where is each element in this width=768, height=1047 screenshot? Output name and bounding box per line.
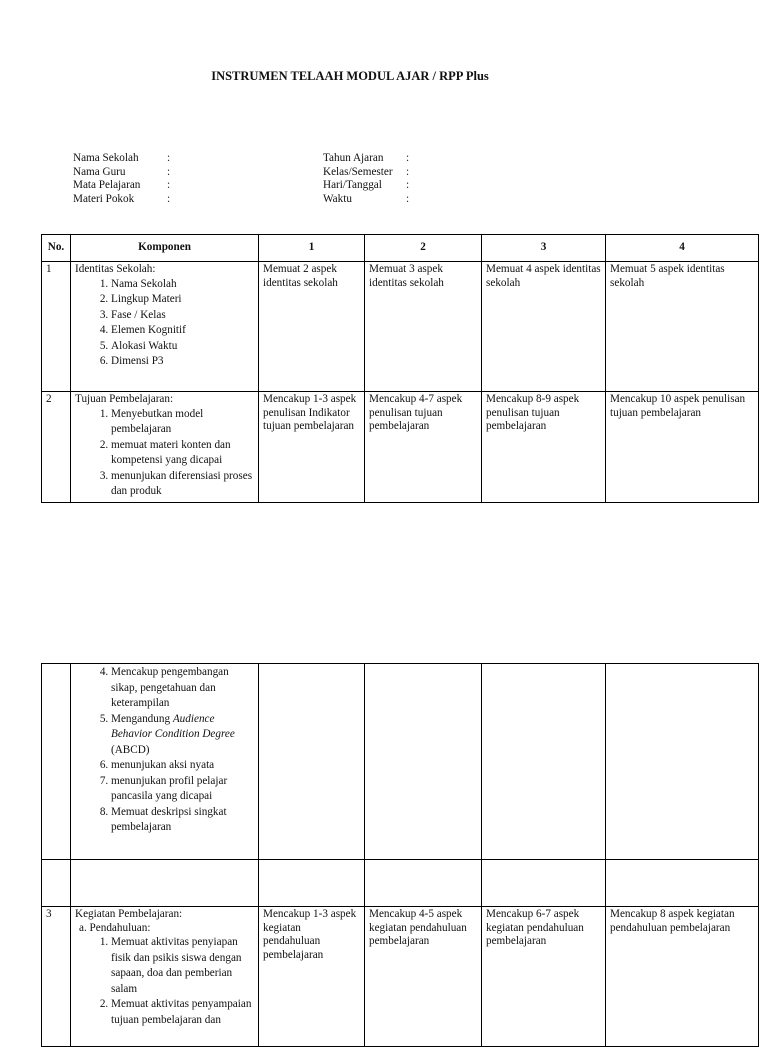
component-cell: [71, 860, 259, 907]
component-cell: [71, 262, 259, 392]
row-number: 1: [42, 262, 71, 392]
score-2-cell: [365, 860, 482, 907]
score-4-cell: Mencakup 8 aspek kegiatan pendahuluan pembelajaran: [606, 907, 759, 1047]
component-heading: Tujuan Pembelajaran:: [75, 393, 174, 405]
meta-colon: :: [167, 165, 171, 178]
score-4-cell: Memuat 5 aspek identitas sekolah: [606, 262, 759, 392]
meta-label: Kelas/Semester: [323, 165, 393, 178]
score-4-cell: Mencakup 10 aspek penulisan tujuan pembelajaran: [606, 392, 759, 503]
component-cell: [71, 392, 259, 503]
header-no: No.: [42, 235, 71, 262]
document-title: INSTRUMEN TELAAH MODUL AJAR / RPP Plus: [211, 69, 489, 83]
list-item: 4. Mencakup pengembangan sikap, pengetahuan dan keterampilan: [111, 665, 254, 712]
score-2-cell: Mencakup 4-5 aspek kegiatan pendahuluan pembelajaran: [365, 907, 482, 1047]
score-4-cell: [606, 664, 759, 860]
list-item: [111, 712, 254, 759]
score-2-cell: [365, 664, 482, 860]
list-item: 6. menunjukan aksi nyata: [111, 758, 254, 774]
row-number: 2: [42, 392, 71, 503]
header-score-3: 3: [482, 235, 606, 262]
meta-label: Mata Pelajaran: [73, 179, 141, 191]
list-item: 4. Elemen Kognitif: [111, 323, 254, 339]
meta-label: Waktu: [323, 192, 352, 205]
meta-label: Nama Guru: [73, 165, 126, 178]
meta-right: [323, 152, 410, 206]
meta-colon: :: [167, 179, 171, 191]
list-item: 7. menunjukan profil pelajar pancasila yang dicapai: [111, 774, 254, 805]
component-list: [75, 665, 254, 836]
list-item: 2. Lingkup Materi: [111, 292, 254, 308]
component-list: [75, 407, 254, 500]
score-3-cell: Memuat 4 aspek identitas sekolah: [482, 262, 606, 392]
list-item: 2. Memuat aktivitas penyampaian tujuan pembelajaran dan: [111, 997, 254, 1028]
list-item: 2. memuat materi konten dan kompetensi yang dicapai: [111, 438, 254, 469]
table-row: [42, 860, 759, 907]
score-1-cell: Memuat 2 aspek identitas sekolah: [259, 262, 365, 392]
header-komponen: Komponen: [71, 235, 259, 262]
list-item: 1. Memuat aktivitas penyiapan fisik dan psikis siswa dengan sapaan, doa dan pemberian salam: [111, 935, 254, 997]
item-text: (ABCD): [111, 743, 150, 756]
component-cell: [71, 664, 259, 860]
meta-colon: :: [167, 192, 171, 205]
meta-colon: :: [406, 152, 410, 164]
score-3-cell: [482, 860, 606, 907]
score-1-cell: [259, 860, 365, 907]
list-item: 1. Menyebutkan model pembelajaran: [111, 407, 254, 438]
table-header-row: [42, 235, 759, 262]
header-score-2: 2: [365, 235, 482, 262]
list-item: 6. Dimensi P3: [111, 354, 254, 370]
score-1-cell: Mencakup 1-3 aspek kegiatan pendahuluan pembelajaran: [259, 907, 365, 1047]
score-1-cell: Mencakup 1-3 aspek penulisan Indikator tujuan pembelajaran: [259, 392, 365, 503]
row-number: [42, 860, 71, 907]
list-item: 5. Alokasi Waktu: [111, 339, 254, 355]
table-row: [42, 907, 759, 1047]
component-list: [75, 277, 254, 370]
score-2-cell: Memuat 3 aspek identitas sekolah: [365, 262, 482, 392]
meta-colon: :: [406, 192, 410, 205]
score-3-cell: Mencakup 6-7 aspek kegiatan pendahuluan pembelajaran: [482, 907, 606, 1047]
assessment-table-top: [41, 234, 759, 503]
header-score-4: 4: [606, 235, 759, 262]
meta-colon: :: [406, 179, 410, 191]
score-3-cell: [482, 664, 606, 860]
table-row: [42, 664, 759, 860]
sub-heading: a. Pendahuluan:: [79, 921, 151, 934]
component-cell: [71, 907, 259, 1047]
meta-colon: :: [167, 152, 171, 164]
row-number: 3: [42, 907, 71, 1047]
assessment-table-continued: [41, 663, 759, 1047]
list-item: 8. Memuat deskripsi singkat pembelajaran: [111, 805, 254, 836]
meta-colon: :: [406, 165, 410, 178]
header-score-1: 1: [259, 235, 365, 262]
meta-label: Tahun Ajaran: [323, 152, 384, 164]
score-2-cell: Mencakup 4-7 aspek penulisan tujuan pembelajaran: [365, 392, 482, 503]
meta-label: Hari/Tanggal: [323, 179, 382, 191]
list-item: 3. Fase / Kelas: [111, 308, 254, 324]
row-number: [42, 664, 71, 860]
item-emphasis: Audience Behavior Condition Degree: [111, 712, 235, 740]
meta-label: Materi Pokok: [73, 192, 135, 205]
item-text: Mengandung: [111, 712, 173, 725]
table-row: [42, 392, 759, 503]
component-list: [75, 935, 254, 1028]
list-item: 1. Nama Sekolah: [111, 277, 254, 293]
component-heading: Identitas Sekolah:: [75, 263, 156, 275]
score-1-cell: [259, 664, 365, 860]
list-item: 3. menunjukan diferensiasi proses dan produk: [111, 469, 254, 500]
meta-left: [73, 152, 171, 206]
score-3-cell: Mencakup 8-9 aspek penulisan tujuan pembelajaran: [482, 392, 606, 503]
meta-label: Nama Sekolah: [73, 152, 139, 164]
component-heading: Kegiatan Pembelajaran:: [75, 908, 183, 920]
table-row: [42, 262, 759, 392]
score-4-cell: [606, 860, 759, 907]
